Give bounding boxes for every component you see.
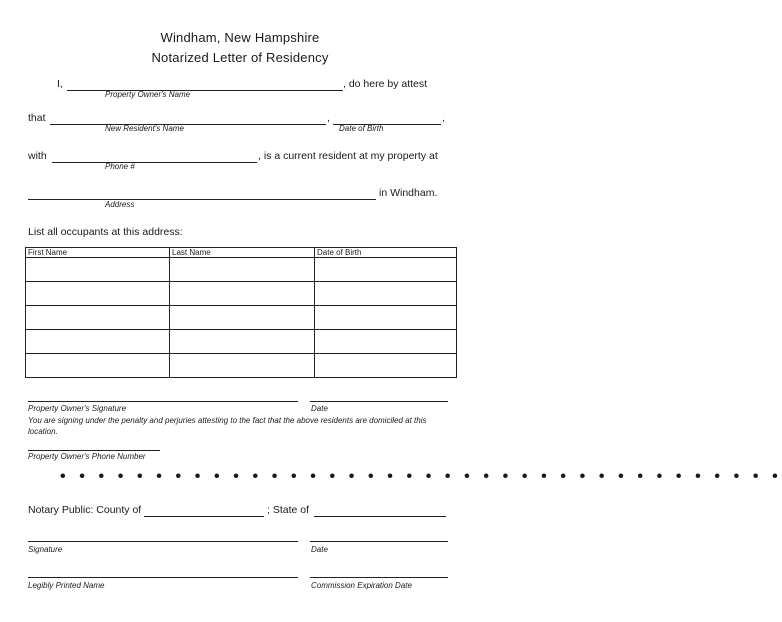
column-date-of-birth: Date of Birth <box>315 248 457 258</box>
notary-printed-name-field[interactable] <box>28 577 298 578</box>
table-row <box>26 354 457 378</box>
phone-field[interactable] <box>52 162 257 163</box>
table-row <box>26 258 457 282</box>
notary-county-label: Notary Public: County of <box>28 504 142 516</box>
notary-state-field[interactable] <box>314 516 446 517</box>
table-row <box>26 282 457 306</box>
commission-expiration-field[interactable] <box>310 577 448 578</box>
column-first-name: First Name <box>26 248 170 258</box>
date-of-birth-cell[interactable] <box>315 330 457 354</box>
owner-date-field[interactable] <box>310 401 448 402</box>
perjury-notice: You are signing under the penalty and perjuries attesting to the fact that the above residents are domiciled at this location. <box>28 416 427 436</box>
notary-county-field[interactable] <box>144 516 264 517</box>
last-name-cell[interactable] <box>170 282 315 306</box>
occupants-heading: List all occupants at this address: <box>28 226 183 238</box>
address-suffix: in Windham. <box>379 187 438 199</box>
date-of-birth-cell[interactable] <box>315 258 457 282</box>
phone-prefix: with <box>28 150 47 162</box>
owner-signature-caption: Property Owner's Signature <box>28 404 127 413</box>
resident-prefix: that <box>28 112 46 124</box>
notary-state-label: ; State of <box>267 504 310 516</box>
owner-phone-caption: Property Owner's Phone Number <box>28 452 146 461</box>
address-field[interactable] <box>28 199 376 200</box>
notary-date-caption: Date <box>311 545 328 554</box>
phone-suffix: , is a current resident at my property at <box>258 150 438 162</box>
date-of-birth-cell[interactable] <box>315 354 457 378</box>
first-name-cell[interactable] <box>26 282 170 306</box>
first-name-cell[interactable] <box>26 306 170 330</box>
table-row <box>26 306 457 330</box>
property-owner-name-caption: Property Owner's Name <box>105 90 191 99</box>
form-title: Windham, New Hampshire <box>160 30 320 45</box>
notary-printed-name-caption: Legibly Printed Name <box>28 581 105 590</box>
dotted-separator: • • • • • • • • • • • • • • • • • • • • • • • • • • • • • • • • • • • • • • <box>60 468 782 485</box>
column-last-name: Last Name <box>170 248 315 258</box>
address-caption: Address <box>105 200 135 209</box>
notary-signature-field[interactable] <box>28 541 298 542</box>
owner-date-caption: Date <box>311 404 328 413</box>
first-name-cell[interactable] <box>26 258 170 282</box>
date-of-birth-cell[interactable] <box>315 306 457 330</box>
occupants-table <box>25 247 457 378</box>
commission-expiration-caption: Commission Expiration Date <box>311 581 412 590</box>
last-name-cell[interactable] <box>170 306 315 330</box>
table-row <box>26 330 457 354</box>
last-name-cell[interactable] <box>170 258 315 282</box>
owner-signature-field[interactable] <box>28 401 298 402</box>
attest-suffix: , do here by attest <box>343 78 428 90</box>
attest-prefix: I, <box>57 78 63 90</box>
new-resident-name-field[interactable] <box>50 124 326 125</box>
first-name-cell[interactable] <box>26 354 170 378</box>
form-subtitle: Notarized Letter of Residency <box>151 50 329 65</box>
resident-separator: , <box>327 112 330 124</box>
notary-signature-caption: Signature <box>28 545 63 554</box>
notary-date-field[interactable] <box>310 541 448 542</box>
occupants-header-row <box>26 248 457 258</box>
phone-caption: Phone # <box>105 162 135 171</box>
resident-suffix: , <box>442 112 445 124</box>
owner-phone-field[interactable] <box>28 450 160 451</box>
last-name-cell[interactable] <box>170 354 315 378</box>
resident-dob-caption: Date of Birth <box>339 124 384 133</box>
first-name-cell[interactable] <box>26 330 170 354</box>
last-name-cell[interactable] <box>170 330 315 354</box>
new-resident-name-caption: New Resident's Name <box>105 124 184 133</box>
date-of-birth-cell[interactable] <box>315 282 457 306</box>
